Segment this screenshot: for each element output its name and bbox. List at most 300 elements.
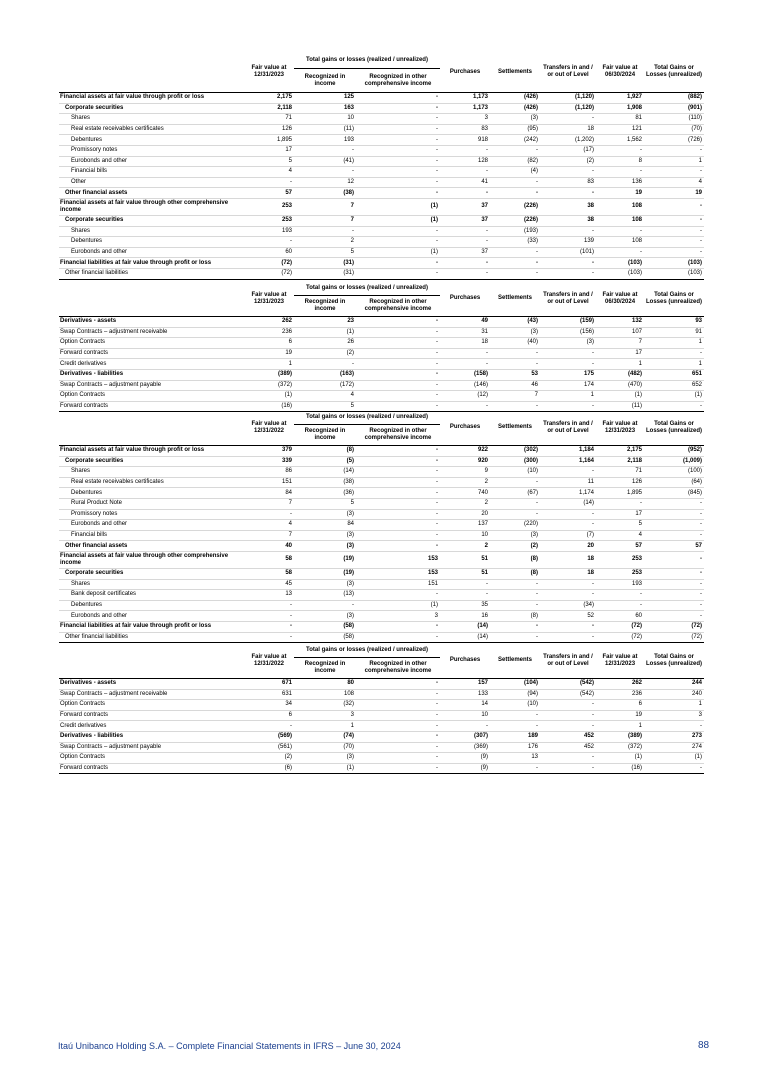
table-body	[59, 679, 704, 774]
table-row	[59, 721, 704, 732]
cell-value: (3)	[490, 327, 540, 338]
cell-value: -	[440, 268, 490, 279]
cell-value: -	[356, 268, 440, 279]
cell-value: 236	[596, 689, 644, 700]
cell-value: 37	[440, 247, 490, 258]
row-label: Swap Contracts – adjustment receivable	[59, 689, 244, 700]
table-row	[59, 167, 704, 178]
cell-value: -	[540, 188, 596, 199]
header-recognized-income: Recognized in income	[294, 69, 356, 93]
cell-value: (38)	[294, 477, 356, 488]
header-total-gains-unrealized: Total Gains or Losses (unrealized)	[646, 420, 703, 434]
cell-value: 16	[440, 611, 490, 622]
cell-value: -	[294, 145, 356, 156]
cell-value: 253	[244, 198, 294, 215]
cell-value: -	[294, 167, 356, 178]
row-label: Corporate securities	[59, 103, 244, 114]
cell-value: (6)	[244, 763, 294, 774]
cell-value: -	[596, 600, 644, 611]
cell-value: -	[356, 689, 440, 700]
cell-value: -	[540, 520, 596, 531]
cell-value: -	[490, 247, 540, 258]
cell-value: 4	[596, 530, 644, 541]
table-row	[59, 579, 704, 590]
cell-value: -	[596, 247, 644, 258]
cell-value: -	[356, 401, 440, 412]
cell-value: -	[440, 145, 490, 156]
cell-value: 11	[540, 477, 596, 488]
table-row	[59, 226, 704, 237]
cell-value: -	[490, 258, 540, 269]
table-row	[59, 456, 704, 467]
cell-value: 151	[244, 477, 294, 488]
cell-value: (14)	[294, 467, 356, 478]
cell-value: 7	[244, 530, 294, 541]
cell-value: 7	[294, 198, 356, 215]
table-row	[59, 530, 704, 541]
cell-value: 262	[244, 317, 294, 328]
cell-value: 108	[596, 215, 644, 226]
cell-value: -	[294, 600, 356, 611]
cell-value: -	[540, 632, 596, 643]
cell-value: 17	[596, 509, 644, 520]
cell-value: (3)	[294, 611, 356, 622]
cell-value: 7	[490, 391, 540, 402]
cell-value: -	[644, 215, 704, 226]
cell-value: (300)	[490, 456, 540, 467]
cell-value: (8)	[490, 551, 540, 568]
page-number: 88	[698, 1040, 710, 1051]
cell-value: 126	[244, 124, 294, 135]
cell-value: -	[540, 167, 596, 178]
table-row	[59, 700, 704, 711]
table-row	[59, 156, 704, 167]
cell-value: -	[356, 520, 440, 531]
cell-value: -	[356, 145, 440, 156]
cell-value: (13)	[294, 590, 356, 601]
cell-value: -	[644, 226, 704, 237]
cell-value: (58)	[294, 632, 356, 643]
cell-value: 5	[294, 401, 356, 412]
cell-value: -	[490, 268, 540, 279]
table-row	[59, 268, 704, 279]
cell-value: 81	[596, 114, 644, 125]
cell-value: (1,120)	[540, 93, 596, 104]
cell-value: 10	[440, 530, 490, 541]
cell-value: 60	[596, 611, 644, 622]
table-row	[59, 198, 704, 215]
header-fair-value-start: Fair value at 12/31/2023	[251, 65, 287, 78]
row-label: Bank deposit certificates	[59, 590, 244, 601]
cell-value: (901)	[644, 103, 704, 114]
cell-value: 1	[596, 359, 644, 370]
cell-value: 2,175	[596, 446, 644, 457]
cell-value: -	[440, 258, 490, 269]
table-row	[59, 188, 704, 199]
cell-value: 7	[294, 215, 356, 226]
cell-value: 18	[540, 551, 596, 568]
cell-value: (470)	[596, 380, 644, 391]
cell-value: 918	[440, 135, 490, 146]
cell-value: 80	[294, 679, 356, 690]
cell-value: 108	[596, 198, 644, 215]
header-recognized-oci: Recognized in other comprehensive income	[356, 69, 440, 93]
cell-value: -	[540, 268, 596, 279]
header-total-gains-unrealized: Total Gains or Losses (unrealized)	[646, 65, 703, 78]
table-row	[59, 380, 704, 391]
cell-value: 19	[596, 710, 644, 721]
cell-value: (1)	[644, 753, 704, 764]
cell-value: (302)	[490, 446, 540, 457]
cell-value: (369)	[440, 742, 490, 753]
cell-value: 37	[440, 198, 490, 215]
cell-value: -	[356, 700, 440, 711]
cell-value: -	[294, 359, 356, 370]
cell-value: 53	[490, 369, 540, 380]
table-row	[59, 710, 704, 721]
cell-value: -	[540, 226, 596, 237]
row-label: Derivatives - liabilities	[59, 369, 244, 380]
cell-value: -	[356, 380, 440, 391]
table-row	[59, 93, 704, 104]
cell-value: -	[356, 456, 440, 467]
cell-value: 2	[440, 477, 490, 488]
cell-value: (33)	[490, 237, 540, 248]
cell-value: (307)	[440, 731, 490, 742]
cell-value: (2)	[294, 348, 356, 359]
row-label: Debentures	[59, 237, 244, 248]
row-label: Financial assets at fair value through profit or loss	[59, 446, 244, 457]
cell-value: 2	[440, 498, 490, 509]
row-label: Promissory notes	[59, 509, 244, 520]
cell-value: -	[244, 600, 294, 611]
cell-value: -	[356, 710, 440, 721]
cell-value: -	[644, 145, 704, 156]
cell-value: -	[540, 763, 596, 774]
cell-value: (72)	[596, 621, 644, 632]
cell-value: -	[356, 753, 440, 764]
cell-value: -	[356, 124, 440, 135]
cell-value: (3)	[294, 753, 356, 764]
cell-value: 452	[540, 731, 596, 742]
cell-value: 3	[294, 710, 356, 721]
header-recognized-income: Recognized in income	[294, 296, 356, 317]
header-fair-value-start: Fair value at 12/31/2023	[251, 291, 287, 305]
cell-value: 17	[596, 348, 644, 359]
cell-value: -	[490, 401, 540, 412]
row-label: Derivatives - assets	[59, 317, 244, 328]
cell-value: 339	[244, 456, 294, 467]
cell-value: -	[490, 177, 540, 188]
level3-assets-table-2024	[59, 52, 704, 280]
cell-value: (5)	[294, 456, 356, 467]
table-body	[59, 93, 704, 280]
cell-value: (3)	[490, 114, 540, 125]
cell-value: -	[490, 145, 540, 156]
cell-value: (163)	[294, 369, 356, 380]
cell-value: -	[644, 551, 704, 568]
cell-value: 1,562	[596, 135, 644, 146]
header-transfers: Transfers in and / or out of Level	[543, 291, 593, 305]
cell-value: -	[490, 600, 540, 611]
cell-value: (1)	[356, 198, 440, 215]
cell-value: -	[540, 114, 596, 125]
cell-value: 3	[356, 611, 440, 622]
cell-value: -	[490, 621, 540, 632]
cell-value: -	[644, 198, 704, 215]
cell-value: (16)	[596, 763, 644, 774]
cell-value: 1,164	[540, 456, 596, 467]
cell-value: (3)	[490, 530, 540, 541]
table-row	[59, 215, 704, 226]
row-label: Derivatives - assets	[59, 679, 244, 690]
cell-value: (41)	[294, 156, 356, 167]
cell-value: 193	[244, 226, 294, 237]
row-label: Derivatives - liabilities	[59, 731, 244, 742]
cell-value: (103)	[644, 268, 704, 279]
cell-value: (3)	[294, 579, 356, 590]
cell-value: 740	[440, 488, 490, 499]
cell-value: (95)	[490, 124, 540, 135]
cell-value: (159)	[540, 317, 596, 328]
header-total-gains: Total gains or losses (realized / unrealized)	[306, 646, 428, 653]
cell-value: (82)	[490, 156, 540, 167]
table-row	[59, 632, 704, 643]
cell-value: (3)	[294, 541, 356, 552]
table-row	[59, 369, 704, 380]
cell-value: 175	[540, 369, 596, 380]
header-purchases: Purchases	[449, 657, 481, 663]
cell-value: 34	[244, 700, 294, 711]
cell-value: 91	[644, 327, 704, 338]
cell-value: 18	[540, 568, 596, 579]
cell-value: 13	[244, 590, 294, 601]
cell-value: 37	[440, 215, 490, 226]
table-row	[59, 621, 704, 632]
header-recognized-income: Recognized in income	[294, 425, 356, 446]
cell-value: 9	[440, 467, 490, 478]
cell-value: 60	[244, 247, 294, 258]
cell-value: -	[596, 590, 644, 601]
cell-value: -	[540, 401, 596, 412]
cell-value: -	[490, 710, 540, 721]
cell-value: 920	[440, 456, 490, 467]
cell-value: -	[294, 226, 356, 237]
table-row	[59, 590, 704, 601]
cell-value: 1,173	[440, 93, 490, 104]
cell-value: -	[490, 579, 540, 590]
cell-value: 651	[644, 369, 704, 380]
cell-value: 6	[244, 710, 294, 721]
cell-value: (70)	[294, 742, 356, 753]
cell-value: 133	[440, 689, 490, 700]
row-label: Forward contracts	[59, 348, 244, 359]
cell-value: (1,202)	[540, 135, 596, 146]
cell-value: (103)	[596, 258, 644, 269]
cell-value: 41	[440, 177, 490, 188]
table-row	[59, 600, 704, 611]
cell-value: 71	[244, 114, 294, 125]
cell-value: -	[644, 590, 704, 601]
cell-value: (3)	[294, 509, 356, 520]
cell-value: 244	[644, 679, 704, 690]
cell-value: (94)	[490, 689, 540, 700]
table-row	[59, 103, 704, 114]
cell-value: 193	[596, 579, 644, 590]
header-recognized-oci: Recognized in other comprehensive income	[356, 425, 440, 446]
cell-value: 1	[644, 359, 704, 370]
cell-value: 273	[644, 731, 704, 742]
cell-value: (3)	[540, 338, 596, 349]
level3-derivatives-table-2023	[59, 643, 704, 774]
row-label: Debentures	[59, 488, 244, 499]
cell-value: 108	[596, 237, 644, 248]
cell-value: -	[356, 114, 440, 125]
cell-value: (1,009)	[644, 456, 704, 467]
cell-value: -	[356, 226, 440, 237]
cell-value: -	[596, 145, 644, 156]
table-row	[59, 317, 704, 328]
cell-value: (10)	[490, 700, 540, 711]
cell-value: 84	[244, 488, 294, 499]
cell-value: 10	[294, 114, 356, 125]
cell-value: 274	[644, 742, 704, 753]
row-label: Promissory notes	[59, 145, 244, 156]
row-label: Shares	[59, 467, 244, 478]
row-label: Shares	[59, 579, 244, 590]
cell-value: (19)	[294, 568, 356, 579]
cell-value: -	[356, 632, 440, 643]
cell-value: -	[356, 488, 440, 499]
cell-value: 20	[540, 541, 596, 552]
cell-value: -	[540, 579, 596, 590]
cell-value: 2,118	[244, 103, 294, 114]
cell-value: -	[540, 258, 596, 269]
cell-value: (426)	[490, 103, 540, 114]
header-settlements: Settlements	[498, 68, 533, 75]
cell-value: (72)	[244, 268, 294, 279]
cell-value: (1)	[596, 753, 644, 764]
cell-value: -	[644, 600, 704, 611]
cell-value: -	[440, 348, 490, 359]
cell-value: 671	[244, 679, 294, 690]
row-label: Corporate securities	[59, 568, 244, 579]
row-label: Financial liabilities at fair value through profit or loss	[59, 258, 244, 269]
cell-value: -	[490, 509, 540, 520]
table-body	[59, 317, 704, 412]
cell-value: (14)	[440, 621, 490, 632]
row-label: Corporate securities	[59, 456, 244, 467]
header-transfers: Transfers in and / or out of Level	[543, 420, 593, 434]
cell-value: 40	[244, 541, 294, 552]
cell-value: (103)	[644, 258, 704, 269]
table-row	[59, 114, 704, 125]
row-label: Debentures	[59, 135, 244, 146]
cell-value: 35	[440, 600, 490, 611]
cell-value: 4	[244, 167, 294, 178]
cell-value: -	[356, 679, 440, 690]
cell-value: 1,184	[540, 446, 596, 457]
cell-value: 13	[490, 753, 540, 764]
cell-value: (242)	[490, 135, 540, 146]
cell-value: -	[356, 317, 440, 328]
cell-value: (9)	[440, 763, 490, 774]
cell-value: 4	[244, 520, 294, 531]
cell-value: 1	[294, 721, 356, 732]
row-label: Credit derivatives	[59, 359, 244, 370]
cell-value: 19	[244, 348, 294, 359]
cell-value: (542)	[540, 679, 596, 690]
table-row	[59, 679, 704, 690]
cell-value: -	[356, 188, 440, 199]
cell-value: 126	[596, 477, 644, 488]
header-recognized-oci: Recognized in other comprehensive income	[356, 296, 440, 317]
cell-value: 163	[294, 103, 356, 114]
cell-value: (8)	[294, 446, 356, 457]
table-row	[59, 359, 704, 370]
cell-value: (226)	[490, 215, 540, 226]
cell-value: -	[356, 135, 440, 146]
header-settlements: Settlements	[498, 295, 533, 301]
cell-value: 38	[540, 215, 596, 226]
cell-value: 49	[440, 317, 490, 328]
cell-value: -	[644, 167, 704, 178]
cell-value: (34)	[540, 600, 596, 611]
cell-value: -	[596, 498, 644, 509]
row-label: Financial bills	[59, 530, 244, 541]
cell-value: -	[440, 401, 490, 412]
row-label: Financial liabilities at fair value through profit or loss	[59, 621, 244, 632]
table-row	[59, 467, 704, 478]
cell-value: (193)	[490, 226, 540, 237]
cell-value: 153	[356, 551, 440, 568]
cell-value: 58	[244, 551, 294, 568]
cell-value: (32)	[294, 700, 356, 711]
cell-value: -	[356, 156, 440, 167]
cell-value: -	[440, 590, 490, 601]
header-fair-value-end: Fair value at 12/31/2023	[602, 420, 638, 434]
cell-value: 2	[440, 541, 490, 552]
cell-value: -	[540, 700, 596, 711]
row-label: Option Contracts	[59, 700, 244, 711]
cell-value: 52	[540, 611, 596, 622]
cell-value: -	[244, 611, 294, 622]
row-label: Swap Contracts – adjustment receivable	[59, 327, 244, 338]
cell-value: 1,895	[596, 488, 644, 499]
cell-value: -	[644, 763, 704, 774]
cell-value: 4	[644, 177, 704, 188]
cell-value: (12)	[440, 391, 490, 402]
cell-value: -	[244, 621, 294, 632]
cell-value: -	[540, 753, 596, 764]
row-label: Shares	[59, 226, 244, 237]
cell-value: (9)	[440, 753, 490, 764]
table-row	[59, 348, 704, 359]
header-total-gains: Total gains or losses (realized / unrealized)	[306, 56, 428, 63]
cell-value: 1	[540, 391, 596, 402]
row-label: Option Contracts	[59, 338, 244, 349]
cell-value: 19	[596, 188, 644, 199]
row-label: Financial assets at fair value through other comprehensive income	[59, 198, 244, 215]
cell-value: 83	[440, 124, 490, 135]
cell-value: -	[356, 177, 440, 188]
cell-value: 5	[294, 498, 356, 509]
cell-value: -	[644, 401, 704, 412]
cell-value: -	[356, 509, 440, 520]
cell-value: 1	[596, 721, 644, 732]
cell-value: 253	[244, 215, 294, 226]
cell-value: (156)	[540, 327, 596, 338]
